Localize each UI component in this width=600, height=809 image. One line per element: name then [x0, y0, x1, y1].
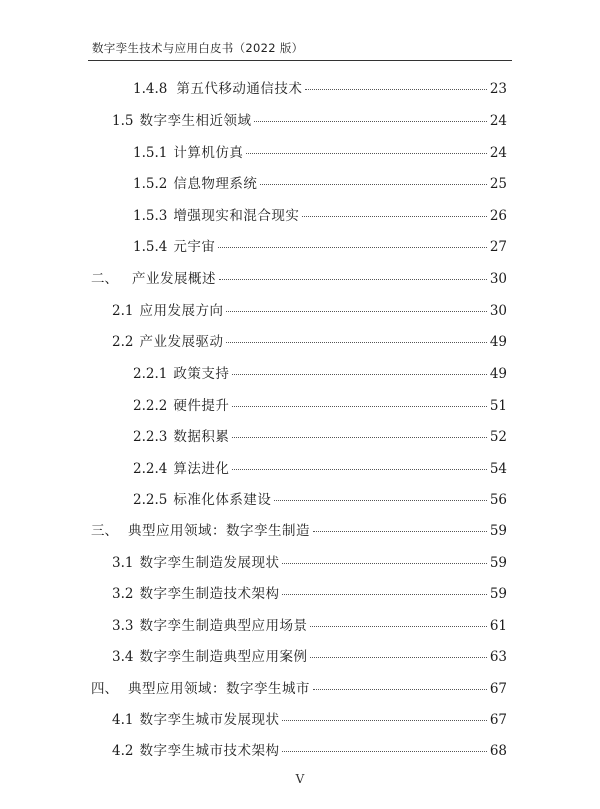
toc-entry-page: 25 — [489, 176, 507, 192]
toc-entry-page: 56 — [489, 492, 507, 508]
toc-entry-title: 标准化体系建设 — [173, 492, 272, 508]
toc-entry-page: 61 — [489, 618, 507, 634]
toc-leader-dots — [282, 563, 486, 564]
toc-entry-title: 信息物理系统 — [173, 176, 258, 192]
toc-leader-dots — [232, 374, 486, 375]
toc-entry-page: 67 — [489, 681, 507, 697]
toc-entry-1-5-4[interactable] — [133, 238, 507, 256]
toc-chapter-2[interactable] — [91, 270, 507, 288]
toc-entry-title: 数字孪生制造典型应用案例 — [139, 649, 308, 665]
toc-entry-3-4[interactable] — [112, 648, 507, 666]
toc-leader-dots — [260, 184, 486, 185]
toc-entry-4-1[interactable] — [112, 711, 507, 729]
toc-entry-number: 3.2 — [112, 586, 134, 602]
toc-entry-title: 计算机仿真 — [173, 145, 244, 161]
toc-entry-title: 政策支持 — [173, 366, 230, 382]
toc-entry-page: 23 — [489, 81, 507, 97]
toc-entry-1-4-8[interactable] — [133, 80, 507, 98]
toc-entry-number: 4.1 — [112, 712, 134, 728]
toc-entry-page: 59 — [489, 523, 507, 539]
toc-entry-title: 数字孪生相近领域 — [139, 113, 252, 129]
toc-entry-number: 3.4 — [112, 649, 134, 665]
toc-entry-number: 3.1 — [112, 555, 134, 571]
toc-entry-1-5-2[interactable] — [133, 175, 507, 193]
toc-entry-number: 1.4.8 — [133, 81, 168, 97]
toc-entry-title: 数字孪生制造典型应用场景 — [139, 618, 308, 634]
page-number: V — [295, 772, 305, 786]
toc-entry-title: 数字孪生制造发展现状 — [139, 555, 280, 571]
toc-entry-title: 硬件提升 — [173, 398, 230, 414]
toc-leader-dots — [313, 531, 487, 532]
toc-leader-dots — [254, 121, 486, 122]
toc-entry-1-5[interactable] — [112, 112, 507, 130]
toc-entry-page: 51 — [489, 398, 507, 414]
toc-entry-page: 67 — [489, 712, 507, 728]
toc-chapter-number: 四、 — [91, 681, 118, 697]
toc-leader-dots — [282, 720, 486, 721]
document-header-title: 数字孪生技术与应用白皮书（2022 版） — [92, 41, 304, 55]
toc-entry-number: 3.3 — [112, 618, 134, 634]
toc-entry-page: 30 — [489, 271, 507, 287]
toc-entry-page: 24 — [489, 145, 507, 161]
toc-leader-dots — [305, 89, 486, 90]
toc-entry-3-2[interactable] — [112, 585, 507, 603]
toc-entry-number: 2.2.2 — [133, 398, 168, 414]
toc-entry-2-2-5[interactable] — [133, 491, 507, 509]
toc-chapter-title: 典型应用领域：数字孪生制造 — [128, 523, 310, 539]
toc-entry-1-5-3[interactable] — [133, 207, 507, 225]
toc-entry-3-3[interactable] — [112, 617, 507, 635]
header-divider — [88, 60, 512, 61]
toc-entry-number: 2.2.3 — [133, 429, 168, 445]
toc-entry-number: 2.2 — [112, 334, 134, 350]
toc-entry-page: 49 — [489, 366, 507, 382]
toc-entry-page: 49 — [489, 334, 507, 350]
toc-entry-title: 增强现实和混合现实 — [173, 208, 300, 224]
toc-entry-page: 54 — [489, 461, 507, 477]
toc-entry-number: 1.5.4 — [133, 239, 168, 255]
toc-entry-page: 68 — [489, 743, 507, 759]
toc-entry-2-2[interactable] — [112, 333, 507, 351]
toc-leader-dots — [232, 437, 486, 438]
toc-entry-page: 63 — [489, 649, 507, 665]
toc-entry-2-2-2[interactable] — [133, 397, 507, 415]
toc-leader-dots — [282, 751, 486, 752]
toc-leader-dots — [246, 153, 486, 154]
toc-entry-number: 2.2.4 — [133, 461, 168, 477]
toc-entry-number: 2.2.1 — [133, 366, 168, 382]
toc-entry-title: 数据积累 — [173, 429, 230, 445]
toc-leader-dots — [310, 657, 486, 658]
toc-leader-dots — [218, 247, 486, 248]
toc-leader-dots — [282, 594, 486, 595]
toc-entry-3-1[interactable] — [112, 554, 507, 572]
toc-entry-title: 元宇宙 — [173, 239, 216, 255]
toc-entry-page: 30 — [489, 303, 507, 319]
toc-leader-dots — [232, 469, 486, 470]
toc-entry-1-5-1[interactable] — [133, 144, 507, 162]
toc-chapter-3[interactable] — [91, 522, 507, 540]
toc-entry-number: 2.1 — [112, 303, 134, 319]
toc-entry-title: 数字孪生城市发展现状 — [139, 712, 280, 728]
toc-entry-number: 1.5.3 — [133, 208, 168, 224]
toc-entry-2-2-4[interactable] — [133, 460, 507, 478]
toc-entry-page: 52 — [489, 429, 507, 445]
toc-leader-dots — [313, 689, 487, 690]
toc-leader-dots — [274, 500, 486, 501]
toc-entry-2-1[interactable] — [112, 302, 507, 320]
toc-leader-dots — [226, 311, 486, 312]
toc-entry-2-2-3[interactable] — [133, 428, 507, 446]
toc-leader-dots — [226, 342, 486, 343]
toc-leader-dots — [232, 406, 486, 407]
toc-entry-page: 59 — [489, 555, 507, 571]
toc-chapter-number: 二、 — [91, 271, 118, 287]
toc-entry-2-2-1[interactable] — [133, 365, 507, 383]
toc-entry-page: 27 — [489, 239, 507, 255]
toc-chapter-title: 典型应用领域：数字孪生城市 — [128, 681, 310, 697]
toc-chapter-4[interactable] — [91, 680, 507, 698]
toc-entry-title: 数字孪生城市技术架构 — [139, 743, 280, 759]
toc-entry-number: 1.5.1 — [133, 145, 168, 161]
toc-leader-dots — [219, 279, 487, 280]
toc-entry-title: 算法进化 — [173, 461, 230, 477]
toc-entry-page: 59 — [489, 586, 507, 602]
toc-entry-number: 1.5.2 — [133, 176, 168, 192]
toc-chapter-title: 产业发展概述 — [132, 271, 216, 287]
toc-leader-dots — [302, 216, 486, 217]
toc-entry-number: 2.2.5 — [133, 492, 168, 508]
toc-chapter-number: 三、 — [91, 523, 118, 539]
toc-entry-title: 产业发展驱动 — [139, 334, 224, 350]
toc-entry-page: 24 — [489, 113, 507, 129]
toc-entry-4-2[interactable] — [112, 742, 507, 760]
toc-entry-title: 第五代移动通信技术 — [176, 81, 303, 97]
toc-entry-number: 1.5 — [112, 113, 134, 129]
toc-entry-number: 4.2 — [112, 743, 134, 759]
toc-entry-page: 26 — [489, 208, 507, 224]
toc-entry-title: 数字孪生制造技术架构 — [139, 586, 280, 602]
toc-leader-dots — [310, 626, 486, 627]
toc-entry-title: 应用发展方向 — [139, 303, 224, 319]
